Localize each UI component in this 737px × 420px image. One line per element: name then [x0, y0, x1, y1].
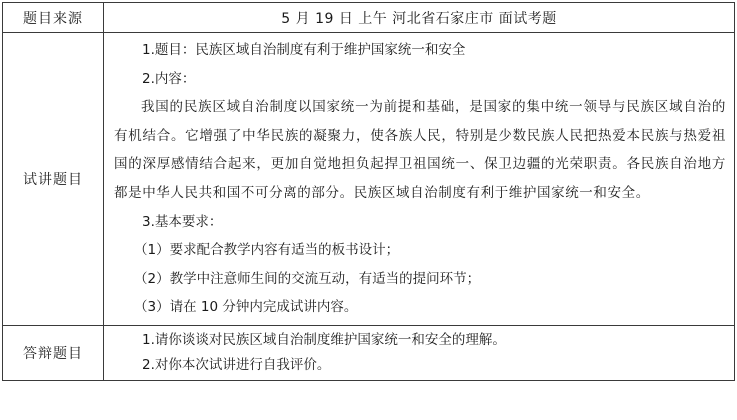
source-row: [3, 3, 735, 33]
requirement-item: （3）请在 10 分钟内完成试讲内容。: [134, 299, 358, 316]
defense-body: [104, 326, 734, 380]
lecture-row: [3, 33, 735, 326]
lecture-cell: [104, 33, 735, 326]
content-heading: 2.内容：: [142, 70, 196, 87]
lecture-body: [104, 33, 734, 325]
source-title: 5 月 19 日 上午 河北省石家庄市 面试考题: [104, 3, 735, 33]
requirements-heading: 3.基本要求：: [142, 213, 223, 230]
source-label: 题目来源: [3, 3, 104, 33]
lecture-topic: 1.题目：民族区域自治制度有利于维护国家统一和安全: [142, 42, 466, 58]
defense-question: 2.对你本次试讲进行自我评价。: [142, 356, 331, 373]
defense-label: 答辩题目: [3, 325, 104, 380]
requirement-item: （1）要求配合教学内容有适当的板书设计；: [134, 242, 400, 259]
defense-row: [3, 325, 735, 380]
defense-question: 1.请你谈谈对民族区域自治制度维护国家统一和安全的理解。: [142, 331, 506, 348]
requirement-item: （2）教学中注意师生间的交流互动，有适当的提问环节；: [134, 270, 481, 287]
lecture-label: 试讲题目: [3, 33, 104, 326]
defense-cell: [104, 325, 735, 380]
exam-table: [2, 2, 735, 381]
content-paragraph: 我国的民族区域自治制度以国家统一为前提和基础，是国家的集中统一领导与民族区域自治的有机结合。它增强了中华民族的凝聚力，使各族人民，特别是少数民族人民把热爱本民族与热爱祖国的深厚感情结合起来，更加自觉地担负起捍卫祖国统一、保卫边疆的光荣职责。各民族自治地方都是中华人民共和国不可分离的部分。民族区域自治制度有利于维护国家统一和安全。: [114, 99, 726, 201]
